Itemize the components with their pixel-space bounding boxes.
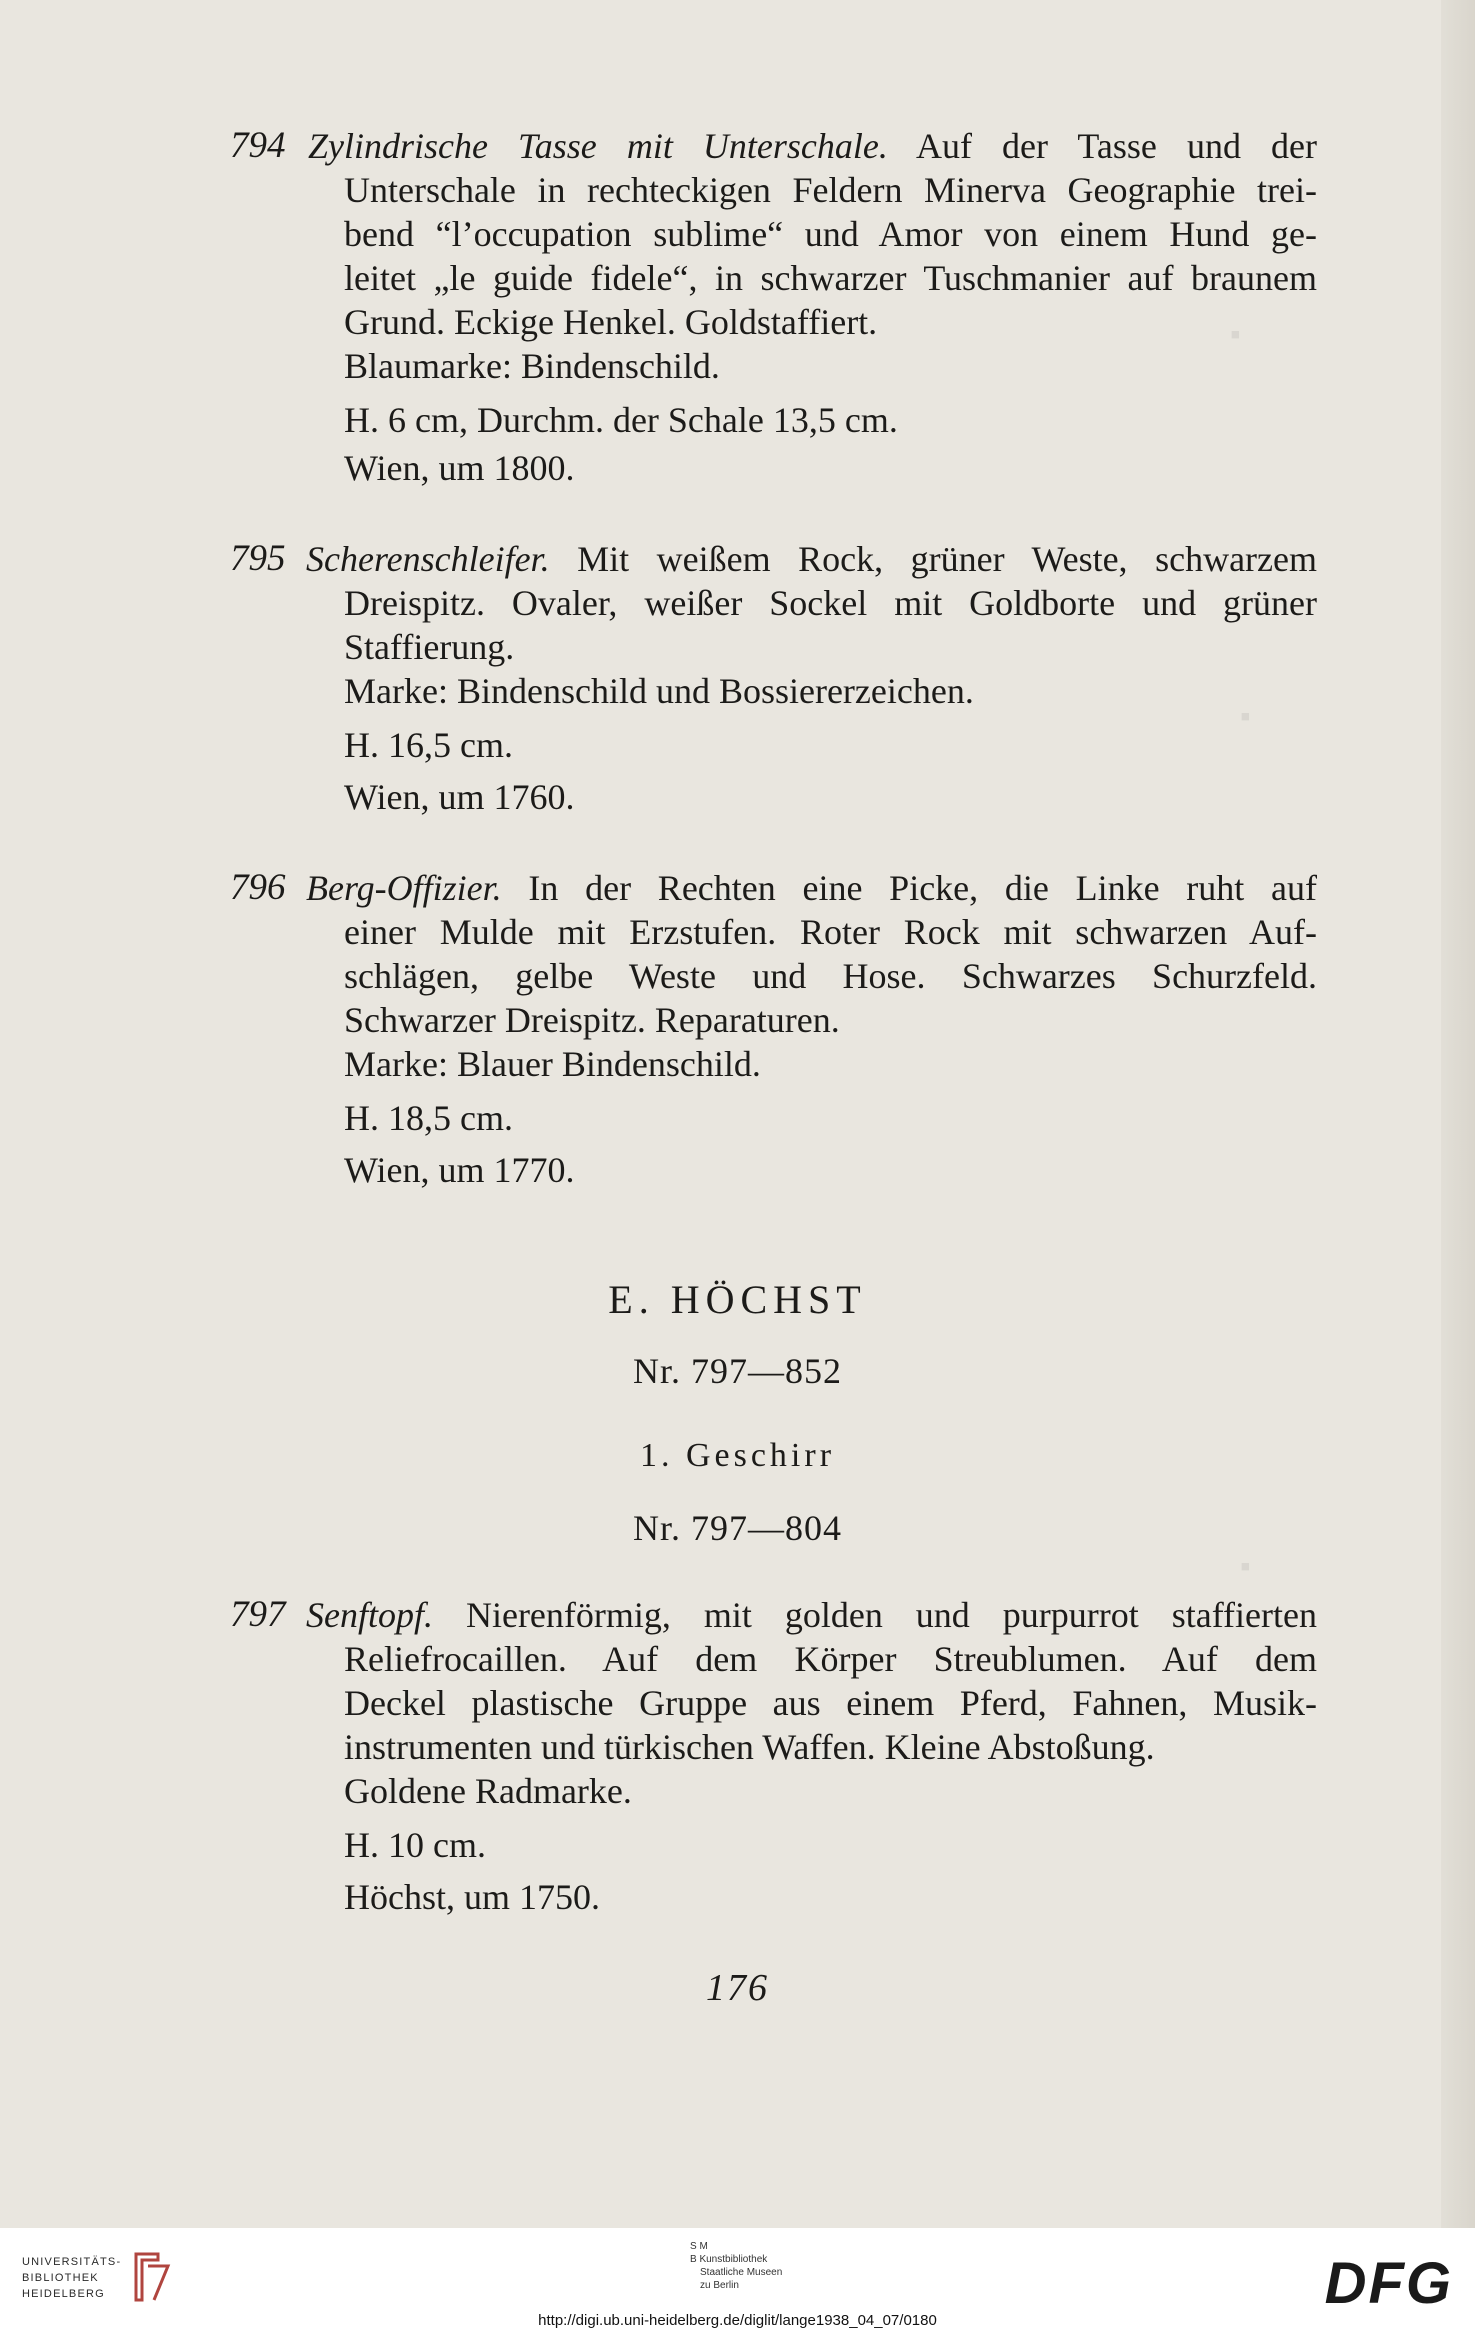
- entry-number: 795: [230, 538, 286, 579]
- page-edge-shadow: [1441, 0, 1475, 2228]
- entry-first-line: [232, 1593, 1317, 1637]
- entry-line: Schwarzer Dreispitz. Reparaturen.: [344, 1000, 840, 1040]
- bleed-through-mark: ▪: [1240, 700, 1251, 733]
- catalog-entry-797: [232, 1593, 1317, 1921]
- uni-line: HEIDELBERG: [22, 2288, 105, 2300]
- page-number: 176: [706, 1967, 769, 2009]
- entry-line: Unterschale in rechteckigen Feldern Minerva Geographie trei-: [344, 170, 1317, 210]
- entry-number: 796: [230, 867, 286, 908]
- university-library-label: [22, 2254, 121, 2302]
- bleed-through-mark: ▪: [1230, 318, 1241, 351]
- section-heading: E. HÖCHST: [608, 1277, 867, 1322]
- entry-first-line: [232, 537, 1317, 581]
- bleed-through-mark: ▪: [1240, 1550, 1251, 1583]
- entry-size: H. 18,5 cm.: [344, 1098, 513, 1138]
- entry-mark: Marke: Blauer Bindenschild.: [344, 1044, 761, 1084]
- section-subrange: Nr. 797—804: [633, 1508, 842, 1548]
- entry-number: 797: [230, 1594, 286, 1635]
- entry-line: einer Mulde mit Erzstufen. Roter Rock mit schwarzen Auf-: [344, 912, 1317, 952]
- entry-size: H. 6 cm, Durchm. der Schale 13,5 cm.: [344, 400, 898, 440]
- entry-text: In der Rechten eine Picke, die Linke ruht auf: [501, 868, 1317, 908]
- entry-title: Senftopf.: [306, 1595, 433, 1635]
- entry-first-line: [232, 124, 1317, 168]
- entry-text: Mit weißem Rock, grüner Weste, schwarzem: [549, 539, 1317, 579]
- entry-size: H. 16,5 cm.: [344, 725, 513, 765]
- catalog-entry-795: [232, 537, 1317, 821]
- entry-line: Deckel plastische Gruppe aus einem Pferd, Fahnen, Musik-: [344, 1683, 1317, 1723]
- catalog-entry-796: [232, 866, 1317, 1194]
- logo-line: Staatliche Museen: [700, 2267, 783, 2278]
- entry-origin: Wien, um 1770.: [344, 1150, 575, 1190]
- section-range: Nr. 797—852: [633, 1351, 842, 1391]
- entry-line: leitet „le guide fidele“, in schwarzer Tuschmanier auf braunem: [344, 258, 1317, 298]
- entry-line: Grund. Eckige Henkel. Goldstaffiert.: [344, 302, 878, 342]
- entry-title: Zylindrische Tasse mit Unterschale.: [308, 126, 888, 166]
- entry-title: Scherenschleifer.: [306, 539, 550, 579]
- entry-line: instrumenten und türkischen Waffen. Kleine Abstoßung.: [344, 1727, 1155, 1767]
- catalog-entry-794: [232, 124, 1317, 492]
- entry-mark: Blaumarke: Bindenschild.: [344, 346, 720, 386]
- entry-first-line: [232, 866, 1317, 910]
- entry-line: bend “l’occupation sublime“ und Amor von einem Hund ge-: [344, 214, 1317, 254]
- section-subheading: 1. Geschirr: [639, 1437, 836, 1474]
- kunstbibliothek-logo: [690, 2240, 782, 2292]
- source-url[interactable]: http://digi.ub.uni-heidelberg.de/diglit/lange1938_04_07/0180: [538, 2312, 937, 2329]
- entry-number: 794: [230, 125, 286, 166]
- entry-size: H. 10 cm.: [344, 1825, 486, 1865]
- entry-origin: Höchst, um 1750.: [344, 1877, 600, 1917]
- entry-text: Nierenförmig, mit golden und purpurrot staffierten: [432, 1595, 1317, 1635]
- logo-line: zu Berlin: [700, 2280, 739, 2291]
- entry-mark: Goldene Radmarke.: [344, 1771, 632, 1811]
- uni-line: UNIVERSITÄTS-: [22, 2256, 122, 2268]
- entry-text: Auf der Tasse und der: [887, 126, 1317, 166]
- dfg-logo: DFG: [1324, 2251, 1453, 2316]
- entry-line: Dreispitz. Ovaler, weißer Sockel mit Goldborte und grüner: [344, 583, 1317, 623]
- entry-mark: Marke: Bindenschild und Bossiererzeichen.: [344, 671, 974, 711]
- entry-origin: Wien, um 1760.: [344, 777, 575, 817]
- entry-line: Staffierung.: [344, 627, 515, 667]
- entry-line: schlägen, gelbe Weste und Hose. Schwarzes Schurzfeld.: [344, 956, 1317, 996]
- logo-line: B Kunstbibliothek: [690, 2254, 768, 2265]
- uni-line: BIBLIOTHEK: [22, 2272, 99, 2284]
- entry-line: Reliefrocaillen. Auf dem Körper Streublumen. Auf dem: [344, 1639, 1317, 1679]
- logo-line: S M: [690, 2241, 708, 2252]
- entry-title: Berg-Offizier.: [306, 868, 502, 908]
- university-logo-icon: [128, 2248, 178, 2306]
- footer-bar: [0, 2228, 1475, 2333]
- entry-origin: Wien, um 1800.: [344, 448, 575, 488]
